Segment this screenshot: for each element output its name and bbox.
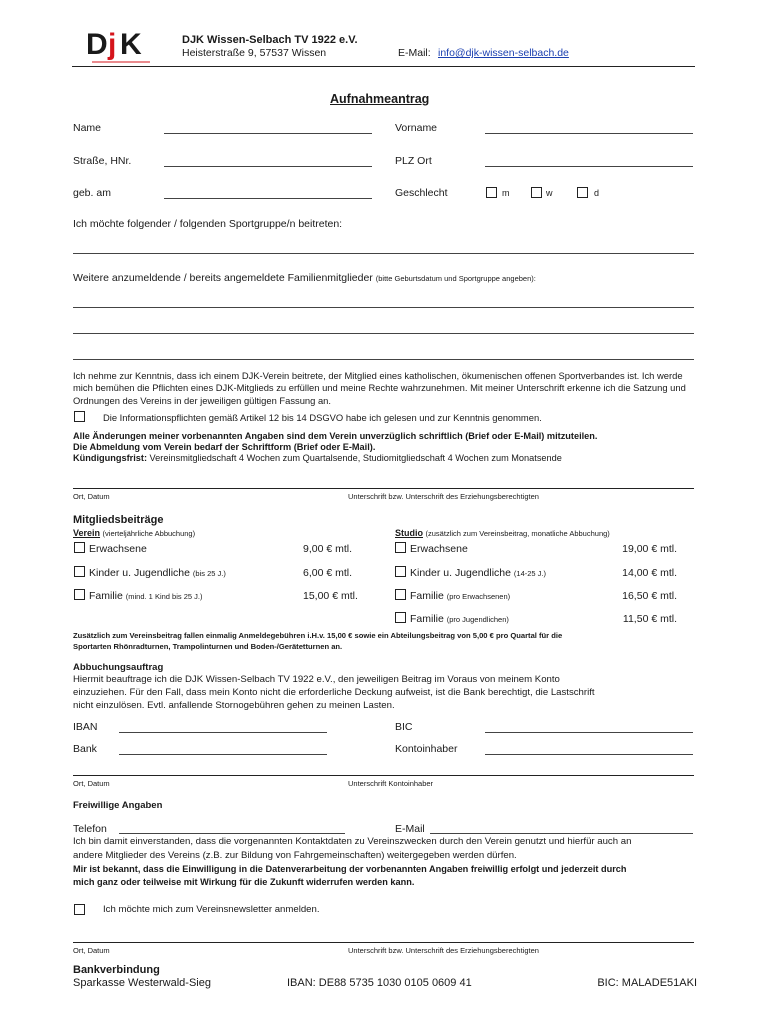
geb-field[interactable] — [164, 198, 372, 199]
studio-erwachsene-label: Erwachsene — [410, 543, 468, 555]
optional-title: Freiwillige Angaben — [73, 800, 163, 811]
sig2-signature: Unterschrift Kontoinhaber — [348, 779, 434, 788]
optional-bold-1: Mir ist bekannt, dass die Einwilligung in die Datenverarbeitung der vorbenannten Angaben freiwillig erfolgt und jederzeit durch — [73, 864, 627, 874]
verein-familie — [89, 590, 202, 602]
name-field[interactable] — [164, 133, 372, 134]
newsletter-label: Ich möchte mich zum Vereinsnewsletter anmelden. — [103, 904, 320, 915]
page-title: Aufnahmeantrag — [330, 92, 430, 106]
verein-kinder-hint: (bis 25 J.) — [192, 569, 226, 578]
kuendigung-text: Vereinsmitgliedschaft 4 Wochen zum Quartalsende, Studiomitgliedschaft 4 Wochen zum Monatsende — [147, 453, 562, 463]
email-label: E-Mail: — [398, 47, 431, 59]
sig3-signature: Unterschrift bzw. Unterschrift des Erziehungsberechtigten — [348, 946, 539, 955]
optional-text-2: andere Mitglieder des Vereins (z.B. zur Bildung von Fahrgemeinschaften) weitergegeben werden dürfen. — [73, 850, 517, 861]
changes-notice-1: Alle Änderungen meiner vorbenannten Angaben sind dem Verein unverzüglich schriftlich (Brief oder E-Mail) mitzuteilen. — [73, 431, 598, 441]
verein-header — [73, 528, 195, 538]
optional-bold-2: mich ganz oder teilweise mit Wirkung für die Zukunft widerrufen werden kann. — [73, 877, 415, 887]
iban-label: IBAN — [73, 721, 98, 733]
optional-text-1: Ich bin damit einverstanden, dass die vorgenannten Kontaktdaten zu Vereinszwecken durch den Verein genutzt und hierfür auch an — [73, 836, 632, 847]
plz-ort-label: PLZ Ort — [395, 155, 432, 167]
verein-erwachsene-label: Erwachsene — [89, 543, 147, 555]
fees-title: Mitgliedsbeiträge — [73, 514, 164, 526]
svg-text:D: D — [86, 28, 106, 61]
dsgvo-checkbox[interactable] — [74, 411, 85, 422]
header-divider — [72, 66, 695, 67]
studio-familie-jug — [410, 613, 509, 625]
kontoinhaber-label: Kontoinhaber — [395, 743, 458, 755]
gender-m-label: m — [502, 188, 510, 198]
studio-familie-erw-hint: (pro Erwachsenen) — [446, 592, 511, 601]
club-name: DJK Wissen-Selbach TV 1922 e.V. — [182, 34, 358, 46]
gender-w-checkbox[interactable] — [531, 187, 542, 198]
studio-familie-erw-checkbox[interactable] — [395, 589, 406, 600]
sport-field[interactable] — [73, 253, 694, 254]
geschlecht-label: Geschlecht — [395, 187, 448, 199]
signature-line-1[interactable] — [73, 488, 694, 489]
dsgvo-label: Die Informationspflichten gemäß Artikel 12 bis 14 DSGVO habe ich gelesen und zur Kenntnis genommen. — [103, 412, 542, 423]
studio-kinder — [410, 567, 546, 579]
telefon-label: Telefon — [73, 823, 107, 835]
family-field-1[interactable] — [73, 307, 694, 308]
sport-prompt: Ich möchte folgender / folgenden Sportgruppe/n beitreten: — [73, 218, 343, 230]
club-logo — [84, 24, 156, 68]
sig2-place-date: Ort, Datum — [73, 779, 110, 788]
verein-kinder-label: Kinder u. Jugendliche — [89, 567, 190, 579]
club-address: Heisterstraße 9, 57537 Wissen — [182, 47, 327, 59]
fees-extra-1: Zusätzlich zum Vereinsbeitrag fallen einmalig Anmeldegebühren i.H.v. 15,00 € sowie ein Abteilungsbeitrag von 5,00 € pro Quartal für die — [73, 631, 563, 640]
studio-kinder-hint: (14-25 J.) — [513, 569, 547, 578]
studio-familie-erw-label: Familie — [410, 590, 444, 602]
bank-field[interactable] — [119, 754, 327, 755]
telefon-field[interactable] — [119, 833, 345, 834]
bank-footer-bic: BIC: MALADE51AKI — [597, 977, 697, 989]
debit-text-1: Hiermit beauftrage ich die DJK Wissen-Selbach TV 1922 e.V., den jeweiligen Beitrag im Voraus von meinem Konto — [73, 674, 560, 685]
kuendigung — [73, 453, 562, 463]
verein-hint: (vierteljährliche Abbuchung) — [102, 529, 196, 538]
vorname-label: Vorname — [395, 122, 438, 134]
bic-field[interactable] — [485, 732, 693, 733]
signature-line-2[interactable] — [73, 775, 694, 776]
gender-d-label: d — [594, 188, 600, 198]
plz-ort-field[interactable] — [485, 166, 693, 167]
studio-familie-jug-checkbox[interactable] — [395, 612, 406, 623]
family-hint: (bitte Geburtsdatum und Sportgruppe angeben): — [375, 274, 536, 283]
studio-familie-jug-label: Familie — [410, 613, 444, 625]
studio-familie-jug-hint: (pro Jugendlichen) — [446, 615, 509, 624]
verein-kinder-checkbox[interactable] — [74, 566, 85, 577]
kuendigung-label: Kündigungsfrist: — [73, 453, 147, 463]
family-field-2[interactable] — [73, 333, 694, 334]
bank-footer-title: Bankverbindung — [73, 964, 160, 976]
iban-field[interactable] — [119, 732, 327, 733]
name-label: Name — [73, 122, 102, 134]
studio-header — [395, 528, 610, 538]
studio-erwachsene-price: 19,00 € mtl. — [622, 543, 677, 555]
verein-erwachsene-checkbox[interactable] — [74, 542, 85, 553]
studio-familie-erw — [410, 590, 510, 602]
studio-kinder-checkbox[interactable] — [395, 566, 406, 577]
studio-kinder-price: 14,00 € mtl. — [622, 567, 677, 579]
changes-notice-2: Die Abmeldung vom Verein bedarf der Schriftform (Brief oder E-Mail). — [73, 442, 376, 452]
sig1-place-date: Ort, Datum — [73, 492, 110, 501]
studio-familie-jug-price: 11,50 € mtl. — [622, 613, 677, 625]
verein-label: Verein — [73, 528, 101, 538]
studio-kinder-label: Kinder u. Jugendliche — [410, 567, 511, 579]
kontoinhaber-field[interactable] — [485, 754, 693, 755]
geb-label: geb. am — [73, 187, 111, 199]
verein-familie-hint: (mind. 1 Kind bis 25 J.) — [125, 592, 203, 601]
bank-label: Bank — [73, 743, 97, 755]
verein-erwachsene-price: 9,00 € mtl. — [303, 543, 353, 555]
studio-label: Studio — [395, 528, 423, 538]
studio-familie-erw-price: 16,50 € mtl. — [622, 590, 677, 602]
verein-familie-label: Familie — [89, 590, 123, 602]
strasse-field[interactable] — [164, 166, 372, 167]
gender-m-checkbox[interactable] — [486, 187, 497, 198]
verein-familie-price: 15,00 € mtl. — [303, 590, 358, 602]
family-field-3[interactable] — [73, 359, 694, 360]
bank-footer-bank: Sparkasse Westerwald-Sieg — [73, 977, 211, 989]
studio-erwachsene-checkbox[interactable] — [395, 542, 406, 553]
verein-familie-checkbox[interactable] — [74, 589, 85, 600]
gender-d-checkbox[interactable] — [577, 187, 588, 198]
studio-hint: (zusätzlich zum Vereinsbeitrag, monatliche Abbuchung) — [425, 529, 610, 538]
verein-kinder-price: 6,00 € mtl. — [303, 567, 353, 579]
bic-label: BIC — [395, 721, 413, 733]
family-prompt — [73, 272, 536, 284]
email-link[interactable]: info@djk-wissen-selbach.de — [438, 47, 569, 59]
sig3-place-date: Ort, Datum — [73, 946, 110, 955]
signature-line-3[interactable] — [73, 942, 694, 943]
vorname-field[interactable] — [485, 133, 693, 134]
debit-title: Abbuchungsauftrag — [73, 662, 164, 673]
gender-w-label: w — [546, 188, 553, 198]
family-prompt-text: Weitere anzumeldende / bereits angemeldete Familienmitglieder — [73, 272, 373, 284]
newsletter-checkbox[interactable] — [74, 904, 85, 915]
svg-text:K: K — [120, 28, 142, 61]
email-field-label: E-Mail — [395, 823, 425, 835]
bank-footer-iban: IBAN: DE88 5735 1030 0105 0609 41 — [287, 977, 472, 989]
svg-text:j: j — [108, 28, 117, 61]
strasse-label: Straße, HNr. — [73, 155, 132, 167]
debit-text-2: einzuziehen. Für den Fall, dass mein Konto nicht die erforderliche Deckung aufweist, ist die Bank berechtigt, die Lastschrift — [73, 687, 595, 698]
fees-extra-2: Sportarten Rhönradturnen, Trampolinturnen und Boden-/Gerätetturnen an. — [73, 642, 343, 651]
debit-text-3: nicht einzulösen. Evtl. anfallende Stornogebühren gehen zu meinen Lasten. — [73, 700, 395, 711]
sig1-signature: Unterschrift bzw. Unterschrift des Erziehungsberechtigten — [348, 492, 539, 501]
verein-kinder — [89, 567, 226, 579]
email-field[interactable] — [430, 833, 693, 834]
membership-notice: Ich nehme zur Kenntnis, dass ich einem DJK-Verein beitrete, der Mitglied eines katholischen, ökumenischen offenen Sportverbandes ist. Ich werde mich bemühen die Pflichten eines DJK-Mitglieds zu erfüllen und meine Rechte wahrzunehmen. Mit meiner Unterschrift erkenne ich die Satzung und Ordnungen des Vereins in der jeweiligen gültigen Fassung an. — [73, 370, 686, 406]
